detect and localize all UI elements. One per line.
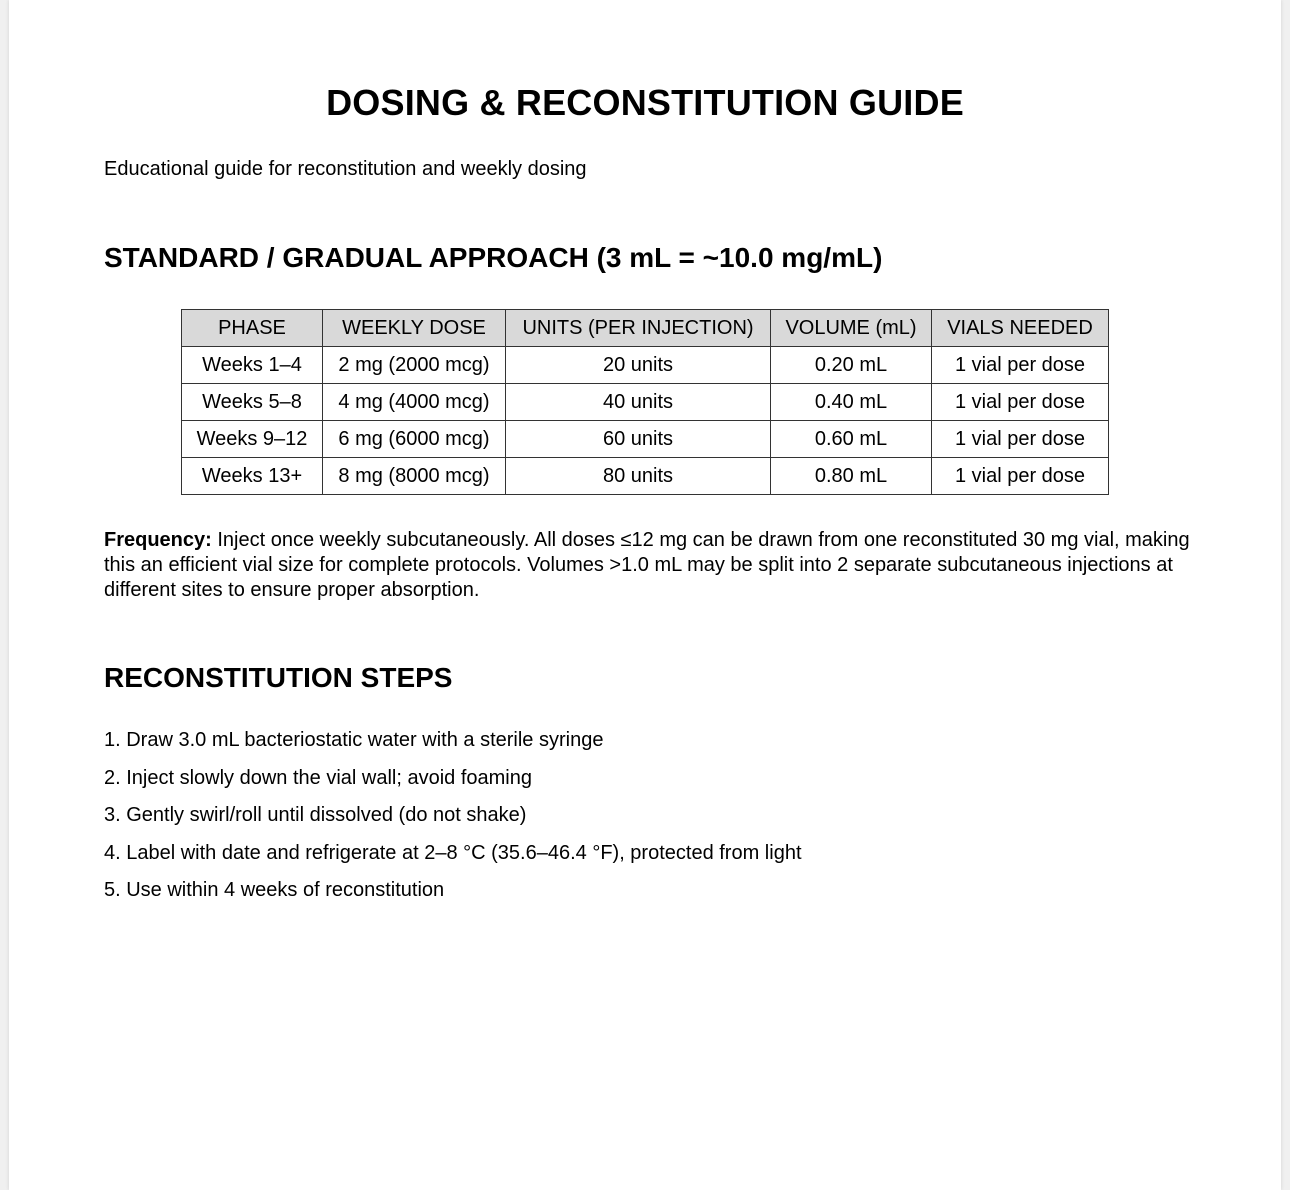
frequency-label: Frequency: xyxy=(104,529,212,551)
cell-weekly-dose: 6 mg (6000 mcg) xyxy=(323,421,506,458)
column-header-weekly-dose: WEEKLY DOSE xyxy=(323,310,506,347)
list-item: 4. Label with date and refrigerate at 2–8 °C (35.6–46.4 °F), protected from light xyxy=(104,841,802,864)
table-row xyxy=(182,458,1109,495)
cell-units: 80 units xyxy=(506,458,771,495)
cell-volume: 0.60 mL xyxy=(771,421,932,458)
frequency-text: Inject once weekly subcutaneously. All doses ≤12 mg can be drawn from one reconstituted 30 mg vial, making this an efficient vial size for complete protocols. Volumes >1.0 mL may be split into 2 separate subcutaneous injections at different sites to ensure proper absorption. xyxy=(104,529,1190,601)
cell-weekly-dose: 2 mg (2000 mcg) xyxy=(323,347,506,384)
cell-weekly-dose: 4 mg (4000 mcg) xyxy=(323,384,506,421)
cell-units: 60 units xyxy=(506,421,771,458)
frequency-note xyxy=(104,528,1194,603)
standard-approach-heading: STANDARD / GRADUAL APPROACH (3 mL = ~10.0 mg/mL) xyxy=(104,242,883,273)
reconstitution-steps-heading: RECONSTITUTION STEPS xyxy=(104,662,453,693)
cell-phase: Weeks 1–4 xyxy=(182,347,323,384)
cell-units: 20 units xyxy=(506,347,771,384)
cell-units: 40 units xyxy=(506,384,771,421)
column-header-vials-needed: VIALS NEEDED xyxy=(932,310,1109,347)
cell-vials-needed: 1 vial per dose xyxy=(932,384,1109,421)
cell-vials-needed: 1 vial per dose xyxy=(932,347,1109,384)
dosing-table xyxy=(181,309,1109,495)
document-page xyxy=(9,0,1281,1190)
page-subtitle: Educational guide for reconstitution and weekly dosing xyxy=(104,158,587,180)
cell-volume: 0.80 mL xyxy=(771,458,932,495)
cell-volume: 0.40 mL xyxy=(771,384,932,421)
cell-vials-needed: 1 vial per dose xyxy=(932,458,1109,495)
cell-phase: Weeks 5–8 xyxy=(182,384,323,421)
table-row xyxy=(182,347,1109,384)
column-header-units: UNITS (PER INJECTION) xyxy=(506,310,771,347)
list-item: 5. Use within 4 weeks of reconstitution xyxy=(104,879,445,901)
table-header-row xyxy=(182,310,1109,347)
column-header-volume: VOLUME (mL) xyxy=(771,310,932,347)
list-item: 1. Draw 3.0 mL bacteriostatic water with a sterile syringe xyxy=(104,729,604,751)
list-item: 2. Inject slowly down the vial wall; avoid foaming xyxy=(104,766,532,789)
page-title: DOSING & RECONSTITUTION GUIDE xyxy=(326,82,964,123)
cell-phase: Weeks 13+ xyxy=(182,458,323,495)
list-item: 3. Gently swirl/roll until dissolved (do not shake) xyxy=(104,804,527,826)
cell-phase: Weeks 9–12 xyxy=(182,421,323,458)
reconstitution-steps-list xyxy=(104,728,802,916)
cell-vials-needed: 1 vial per dose xyxy=(932,421,1109,458)
cell-weekly-dose: 8 mg (8000 mcg) xyxy=(323,458,506,495)
column-header-phase: PHASE xyxy=(182,310,323,347)
cell-volume: 0.20 mL xyxy=(771,347,932,384)
table-row xyxy=(182,384,1109,421)
table-row xyxy=(182,421,1109,458)
